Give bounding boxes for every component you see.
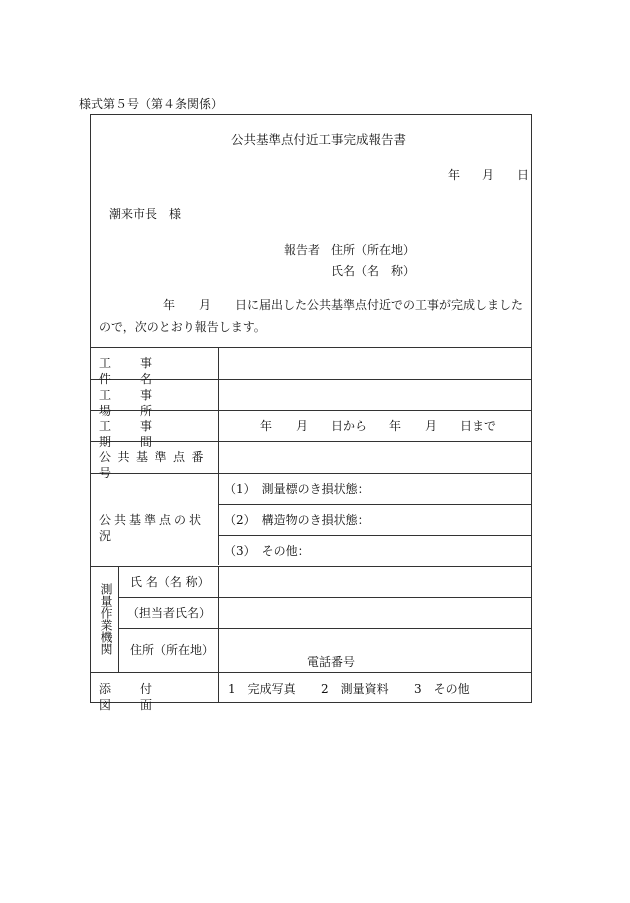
attachments-label: 添付図面 [99, 682, 182, 712]
row-label-benchmark-status [99, 512, 211, 544]
reporter-label: 報告者 [284, 243, 321, 257]
row-label-construction-period [99, 418, 211, 450]
row-label-benchmark-number [99, 449, 211, 481]
status-structure: （2） 構造物のき損状態： [224, 513, 370, 527]
date-month-label: 月 [482, 168, 495, 182]
period-end-year: 年 [389, 419, 402, 433]
period-start-month: 月 [296, 419, 309, 433]
benchmark-number-value[interactable] [219, 442, 531, 473]
form-number: 様式第５号（第４条関係） [79, 97, 224, 111]
status-other: （3） その他： [224, 544, 310, 558]
attachment-photo: 1 完成写真 [228, 682, 296, 696]
row-label-construction-name [99, 355, 211, 387]
body-text-content: 年 月 日に届出した公共基準点付近での工事が完成しましたので，次のとおり報告します。 [99, 298, 524, 334]
construction-name-value[interactable] [219, 348, 531, 379]
construction-site-label: 工事場所 [99, 388, 182, 418]
period-end-month: 月 [425, 419, 438, 433]
row-label-attachments [99, 681, 211, 713]
period-start-year: 年 [260, 419, 273, 433]
row-label-construction-site [99, 387, 211, 419]
period-end-day: 日まで [460, 419, 497, 433]
status-survey-marker: （1） 測量標のき損状態： [224, 482, 370, 496]
org-address-label: 住所（所在地） [130, 643, 215, 657]
reporter-name-field[interactable]: 氏名（名 称） [331, 264, 416, 278]
construction-period-label: 工事期間 [99, 419, 182, 449]
survey-org-label: 測量作業機関 [99, 583, 113, 655]
date-day-label: 日 [517, 168, 530, 182]
date-year-label: 年 [448, 168, 461, 182]
attachment-other: 3 その他 [414, 682, 470, 696]
construction-site-value[interactable] [219, 380, 531, 410]
body-text [99, 294, 525, 338]
construction-name-label: 工事件名 [99, 356, 182, 386]
report-form [90, 114, 532, 712]
org-person-label: （担当者氏名） [127, 606, 212, 620]
benchmark-status-label: 公共基準点の状況 [99, 513, 205, 543]
phone-label: 電話番号 [307, 655, 356, 669]
benchmark-number-label: 公共基準点番号 [99, 450, 211, 480]
period-start-day: 日から [331, 419, 368, 433]
form-title: 公共基準点付近工事完成報告書 [231, 132, 407, 147]
org-name-label: 氏 名（名 称） [130, 575, 210, 589]
attachment-survey-data: 2 測量資料 [321, 682, 389, 696]
reporter-address-field[interactable]: 住所（所在地） [331, 243, 416, 257]
addressee: 潮来市長 様 [109, 207, 182, 221]
